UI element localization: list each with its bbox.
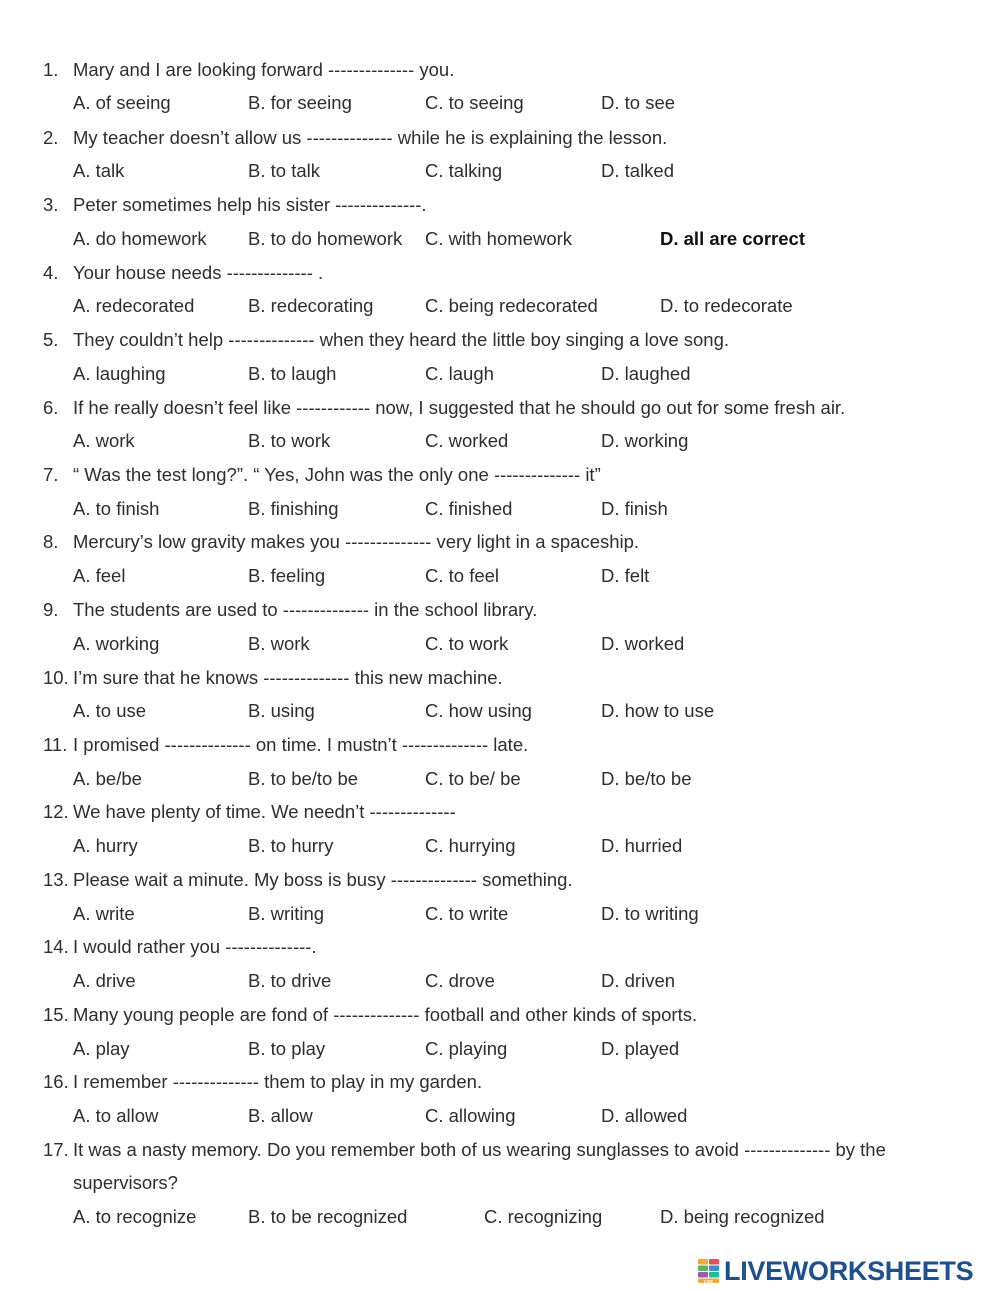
- option-d[interactable]: D. how to use: [601, 700, 715, 721]
- option-b[interactable]: B. to talk: [248, 160, 320, 181]
- question-stem: They couldn’t help -------------- when they heard the little boy singing a love song.: [73, 329, 730, 350]
- option-b[interactable]: B. finishing: [248, 498, 339, 519]
- option-a[interactable]: A. laughing: [73, 363, 166, 384]
- question-stem: Peter sometimes help his sister --------------.: [73, 194, 427, 215]
- question-stem: Mary and I are looking forward -------------- you.: [73, 59, 455, 80]
- option-a[interactable]: A. feel: [73, 565, 126, 586]
- question-stem: I’m sure that he knows -------------- this new machine.: [73, 667, 503, 688]
- question-stem: I would rather you --------------.: [73, 936, 317, 957]
- option-b[interactable]: B. writing: [248, 903, 325, 924]
- option-c[interactable]: C. to work: [425, 633, 509, 654]
- option-c[interactable]: C. with homework: [425, 228, 573, 249]
- question-number: 5.: [43, 329, 59, 350]
- option-a[interactable]: A. redecorated: [73, 295, 195, 316]
- option-d[interactable]: D. allowed: [601, 1105, 688, 1126]
- option-d[interactable]: D. to see: [601, 92, 676, 113]
- liveworksheets-brand-text: LIVEWORKSHEETS: [724, 1255, 974, 1286]
- option-b[interactable]: B. allow: [248, 1105, 313, 1126]
- option-b[interactable]: B. feeling: [248, 565, 326, 586]
- option-a[interactable]: A. to finish: [73, 498, 160, 519]
- option-c[interactable]: C. recognizing: [484, 1206, 603, 1227]
- question-number: 9.: [43, 599, 59, 620]
- option-c[interactable]: C. drove: [425, 970, 495, 991]
- option-a[interactable]: A. work: [73, 430, 135, 451]
- question-number: 6.: [43, 397, 59, 418]
- option-b[interactable]: B. to do homework: [248, 228, 403, 249]
- question-number: 10.: [43, 667, 69, 688]
- question-stem: It was a nasty memory. Do you remember both of us wearing sunglasses to avoid -------------- by the: [73, 1139, 886, 1160]
- question-number: 12.: [43, 801, 69, 822]
- option-d[interactable]: D. be/to be: [601, 768, 692, 789]
- option-b[interactable]: B. to work: [248, 430, 331, 451]
- option-c[interactable]: C. how using: [425, 700, 532, 721]
- option-b[interactable]: B. work: [248, 633, 310, 654]
- option-a[interactable]: A. hurry: [73, 835, 138, 856]
- option-a[interactable]: A. write: [73, 903, 135, 924]
- option-d[interactable]: D. driven: [601, 970, 676, 991]
- question-number: 3.: [43, 194, 59, 215]
- option-c[interactable]: C. being redecorated: [425, 295, 598, 316]
- question-number: 2.: [43, 127, 59, 148]
- option-c[interactable]: C. to feel: [425, 565, 500, 586]
- option-c[interactable]: C. talking: [425, 160, 503, 181]
- option-d[interactable]: D. to writing: [601, 903, 699, 924]
- question-stem: Many young people are fond of -------------- football and other kinds of sports.: [73, 1004, 698, 1025]
- liveworksheets-logo-letters: LIVE: [703, 1279, 714, 1284]
- question-number: 16.: [43, 1071, 69, 1092]
- question-stem: If he really doesn’t feel like ------------ now, I suggested that he should go out for some fresh air.: [73, 397, 846, 418]
- question-number: 11.: [43, 734, 68, 755]
- option-c[interactable]: C. finished: [425, 498, 513, 519]
- question-number: 8.: [43, 531, 59, 552]
- question-number: 13.: [43, 869, 69, 890]
- liveworksheets-logo-icon: [697, 1258, 721, 1284]
- option-d[interactable]: D. worked: [601, 633, 685, 654]
- question-number: 7.: [43, 464, 59, 485]
- option-b[interactable]: B. redecorating: [248, 295, 374, 316]
- option-a[interactable]: A. of seeing: [73, 92, 171, 113]
- question-number: 14.: [43, 936, 69, 957]
- option-c[interactable]: C. laugh: [425, 363, 494, 384]
- option-b[interactable]: B. to play: [248, 1038, 326, 1059]
- option-d[interactable]: D. felt: [601, 565, 650, 586]
- option-d[interactable]: D. all are correct: [660, 228, 805, 249]
- option-d[interactable]: D. talked: [601, 160, 675, 181]
- option-d[interactable]: D. laughed: [601, 363, 691, 384]
- option-c[interactable]: C. hurrying: [425, 835, 516, 856]
- option-c[interactable]: C. to be/ be: [425, 768, 521, 789]
- question-stem: Your house needs -------------- .: [73, 262, 324, 283]
- option-c[interactable]: C. worked: [425, 430, 509, 451]
- option-a[interactable]: A. to allow: [73, 1105, 159, 1126]
- option-a[interactable]: A. do homework: [73, 228, 207, 249]
- option-a[interactable]: A. be/be: [73, 768, 142, 789]
- question-stem: Please wait a minute. My boss is busy -------------- something.: [73, 869, 573, 890]
- question-stem: The students are used to -------------- in the school library.: [73, 599, 538, 620]
- option-c[interactable]: C. to write: [425, 903, 509, 924]
- option-b[interactable]: B. for seeing: [248, 92, 352, 113]
- option-b[interactable]: B. using: [248, 700, 315, 721]
- option-a[interactable]: A. play: [73, 1038, 130, 1059]
- question-stem-continuation: supervisors?: [73, 1172, 178, 1193]
- option-b[interactable]: B. to be/to be: [248, 768, 359, 789]
- question-number: 4.: [43, 262, 59, 283]
- option-d[interactable]: D. working: [601, 430, 689, 451]
- option-d[interactable]: D. being recognized: [660, 1206, 825, 1227]
- option-c[interactable]: C. allowing: [425, 1105, 516, 1126]
- question-number: 15.: [43, 1004, 69, 1025]
- option-c[interactable]: C. playing: [425, 1038, 508, 1059]
- option-a[interactable]: A. drive: [73, 970, 136, 991]
- liveworksheets-logo: [697, 1255, 973, 1287]
- question-stem: I promised -------------- on time. I mustn’t -------------- late.: [73, 734, 529, 755]
- question-stem: “ Was the test long?”. “ Yes, John was the only one -------------- it”: [73, 464, 601, 485]
- option-a[interactable]: A. working: [73, 633, 160, 654]
- option-d[interactable]: D. played: [601, 1038, 680, 1059]
- option-d[interactable]: D. to redecorate: [660, 295, 793, 316]
- question-stem: We have plenty of time. We needn’t --------------: [73, 801, 456, 822]
- option-a[interactable]: A. to use: [73, 700, 147, 721]
- question-stem: I remember -------------- them to play in my garden.: [73, 1071, 483, 1092]
- option-a[interactable]: A. talk: [73, 160, 125, 181]
- question-number: 17.: [43, 1139, 69, 1160]
- question-stem: My teacher doesn’t allow us -------------- while he is explaining the lesson.: [73, 127, 668, 148]
- question-stem: Mercury’s low gravity makes you -------------- very light in a spaceship.: [73, 531, 640, 552]
- option-b[interactable]: B. to hurry: [248, 835, 334, 856]
- option-d[interactable]: D. finish: [601, 498, 668, 519]
- question-number: 1.: [43, 59, 59, 80]
- option-d[interactable]: D. hurried: [601, 835, 683, 856]
- option-a[interactable]: A. to recognize: [73, 1206, 197, 1227]
- option-b[interactable]: B. to laugh: [248, 363, 337, 384]
- option-b[interactable]: B. to be recognized: [248, 1206, 408, 1227]
- option-c[interactable]: C. to seeing: [425, 92, 524, 113]
- option-b[interactable]: B. to drive: [248, 970, 332, 991]
